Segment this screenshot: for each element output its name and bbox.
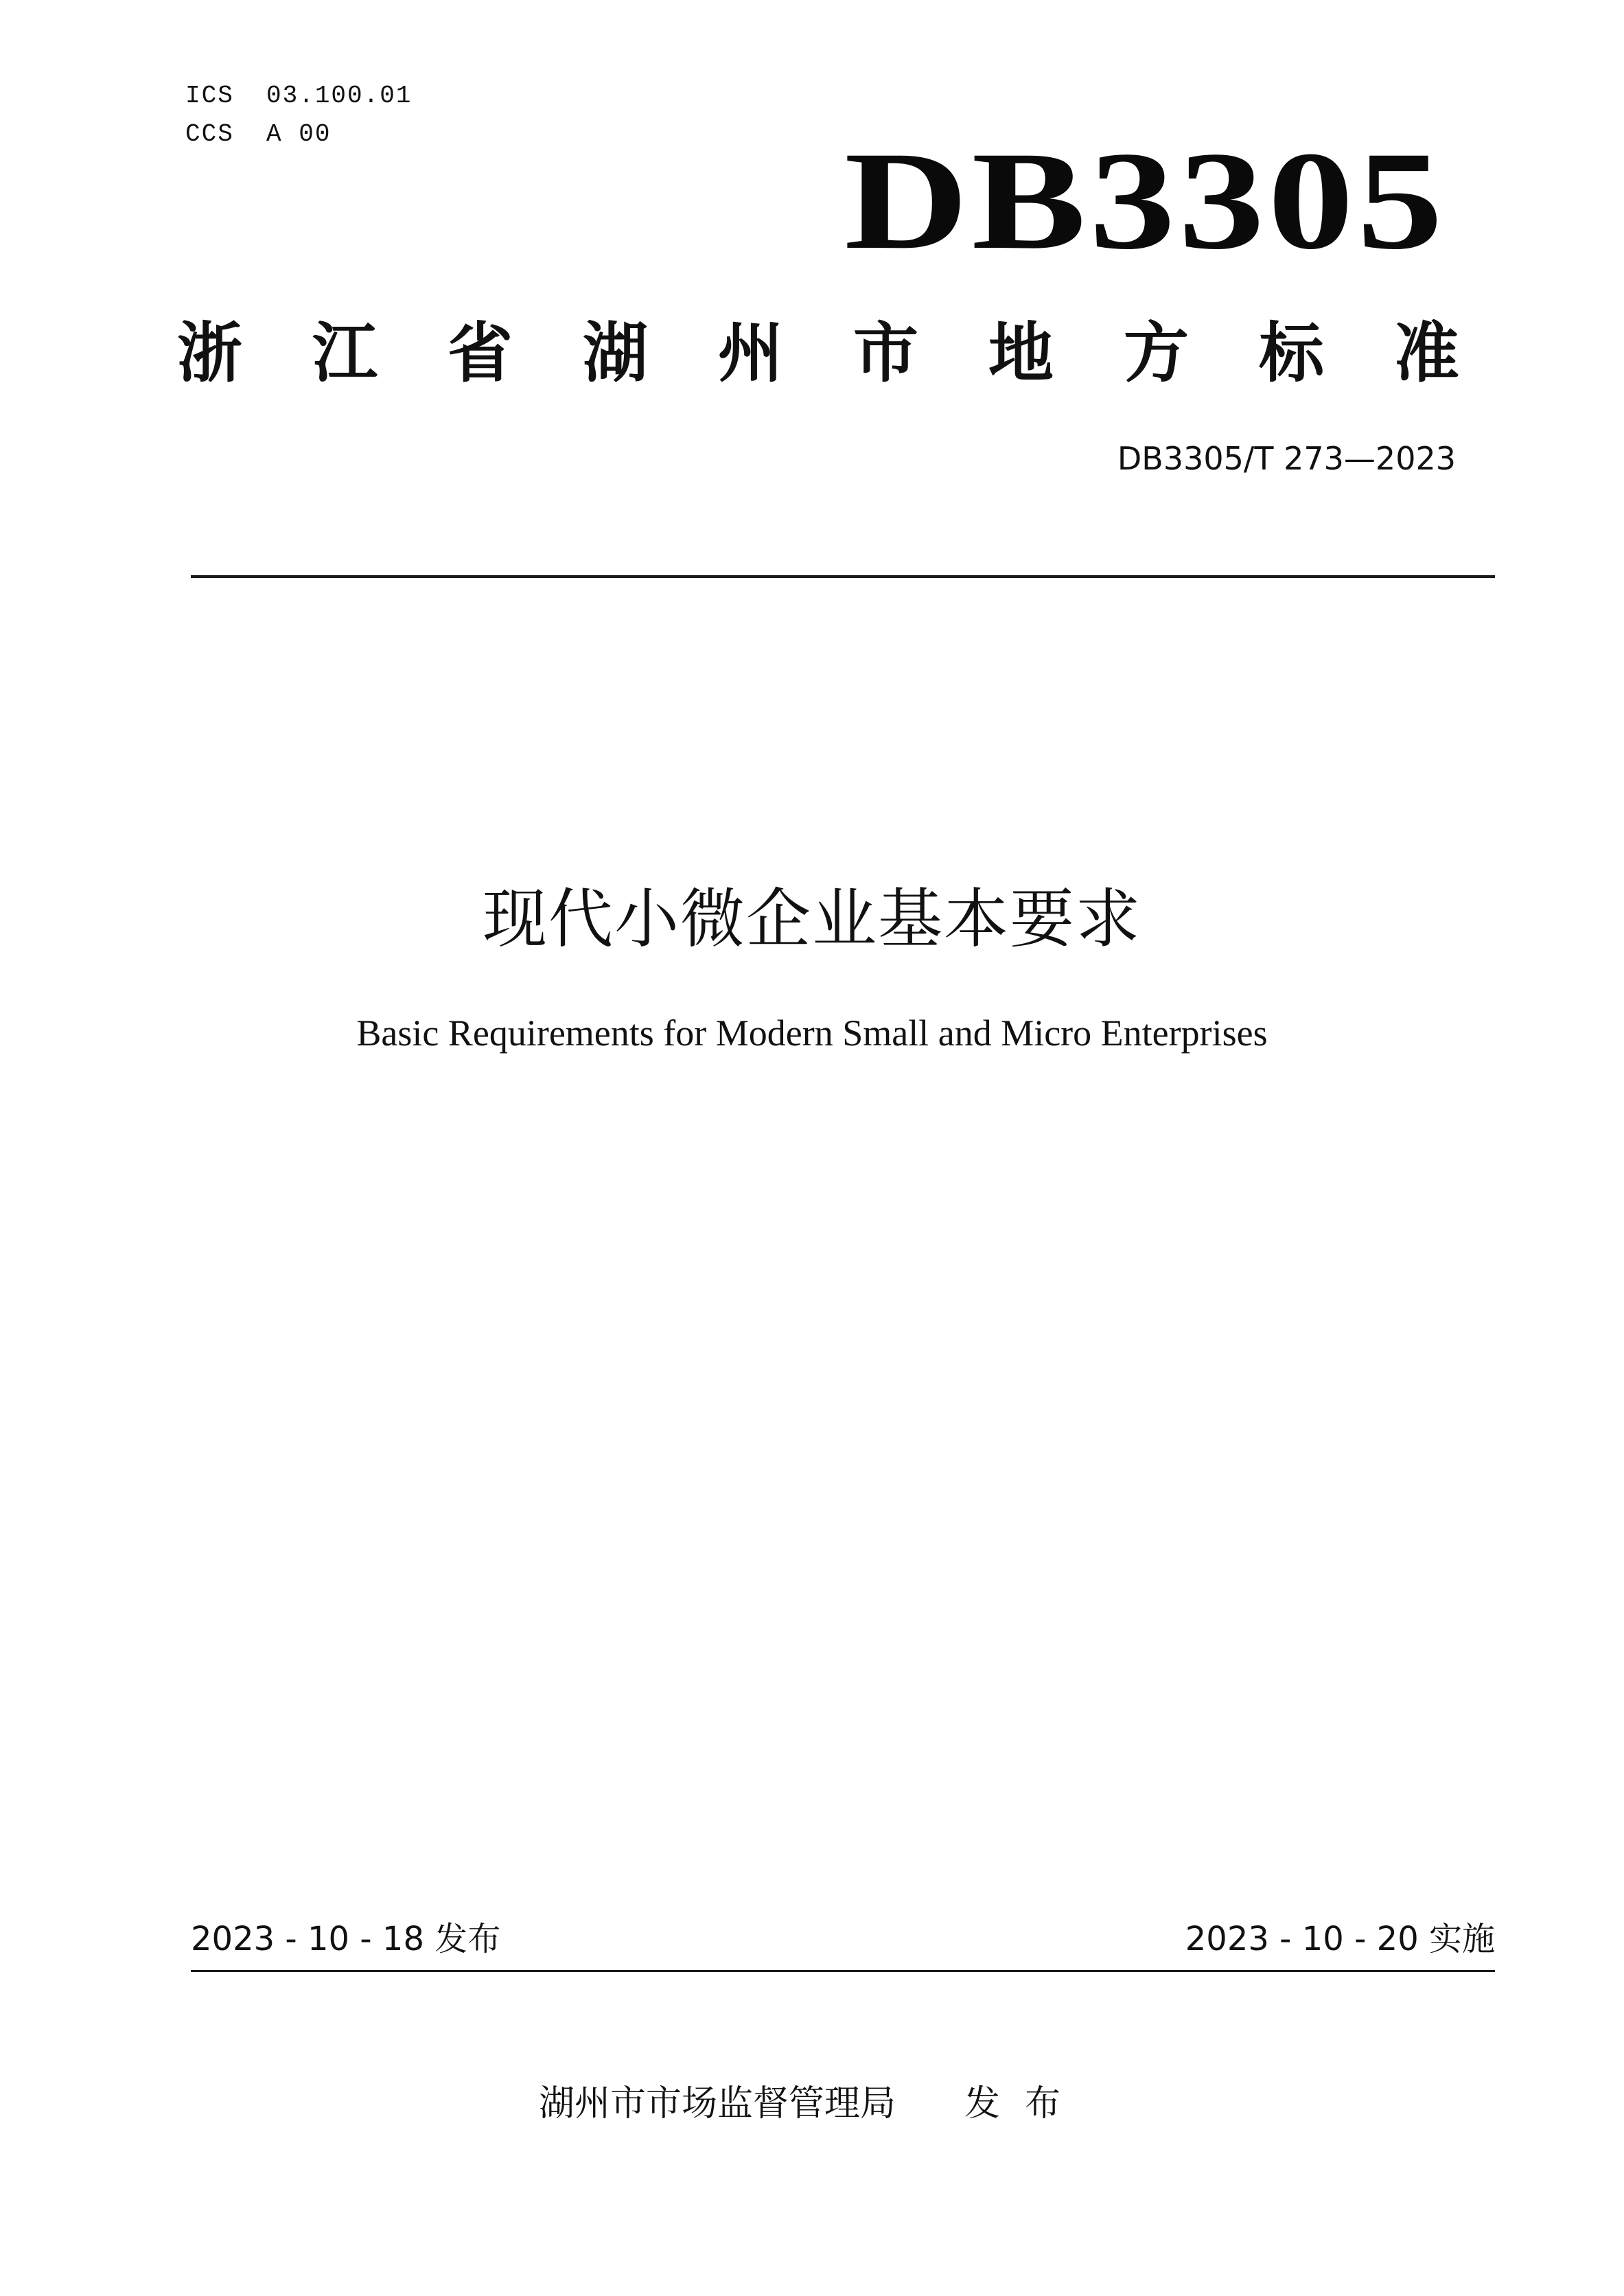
issue-date: 2023 - 10 - 18 发布: [191, 1920, 501, 1958]
ccs-code: CCS A 00: [185, 120, 332, 148]
classification-codes: [185, 77, 412, 154]
issuer-line: [0, 2080, 1624, 2128]
footer-divider: [191, 1970, 1495, 1972]
issuer-name: 湖州市市场监督管理局: [538, 2083, 896, 2124]
standard-code-logo: DB3305: [844, 123, 1446, 279]
effective-date: 2023 - 10 - 20 实施: [1185, 1920, 1495, 1958]
header-divider: [191, 575, 1495, 578]
standard-category-title: 浙江省湖州市地方标准: [177, 316, 1530, 391]
document-title-english: Basic Requirements for Modern Small and Micro Enterprises: [356, 1012, 1268, 1054]
standard-number: DB3305/T 273—2023: [1117, 440, 1456, 477]
issuer-action: 发布: [964, 2083, 1086, 2124]
document-title-chinese: 现代小微企业基本要求: [482, 882, 1141, 957]
ics-code: ICS 03.100.01: [185, 82, 413, 110]
